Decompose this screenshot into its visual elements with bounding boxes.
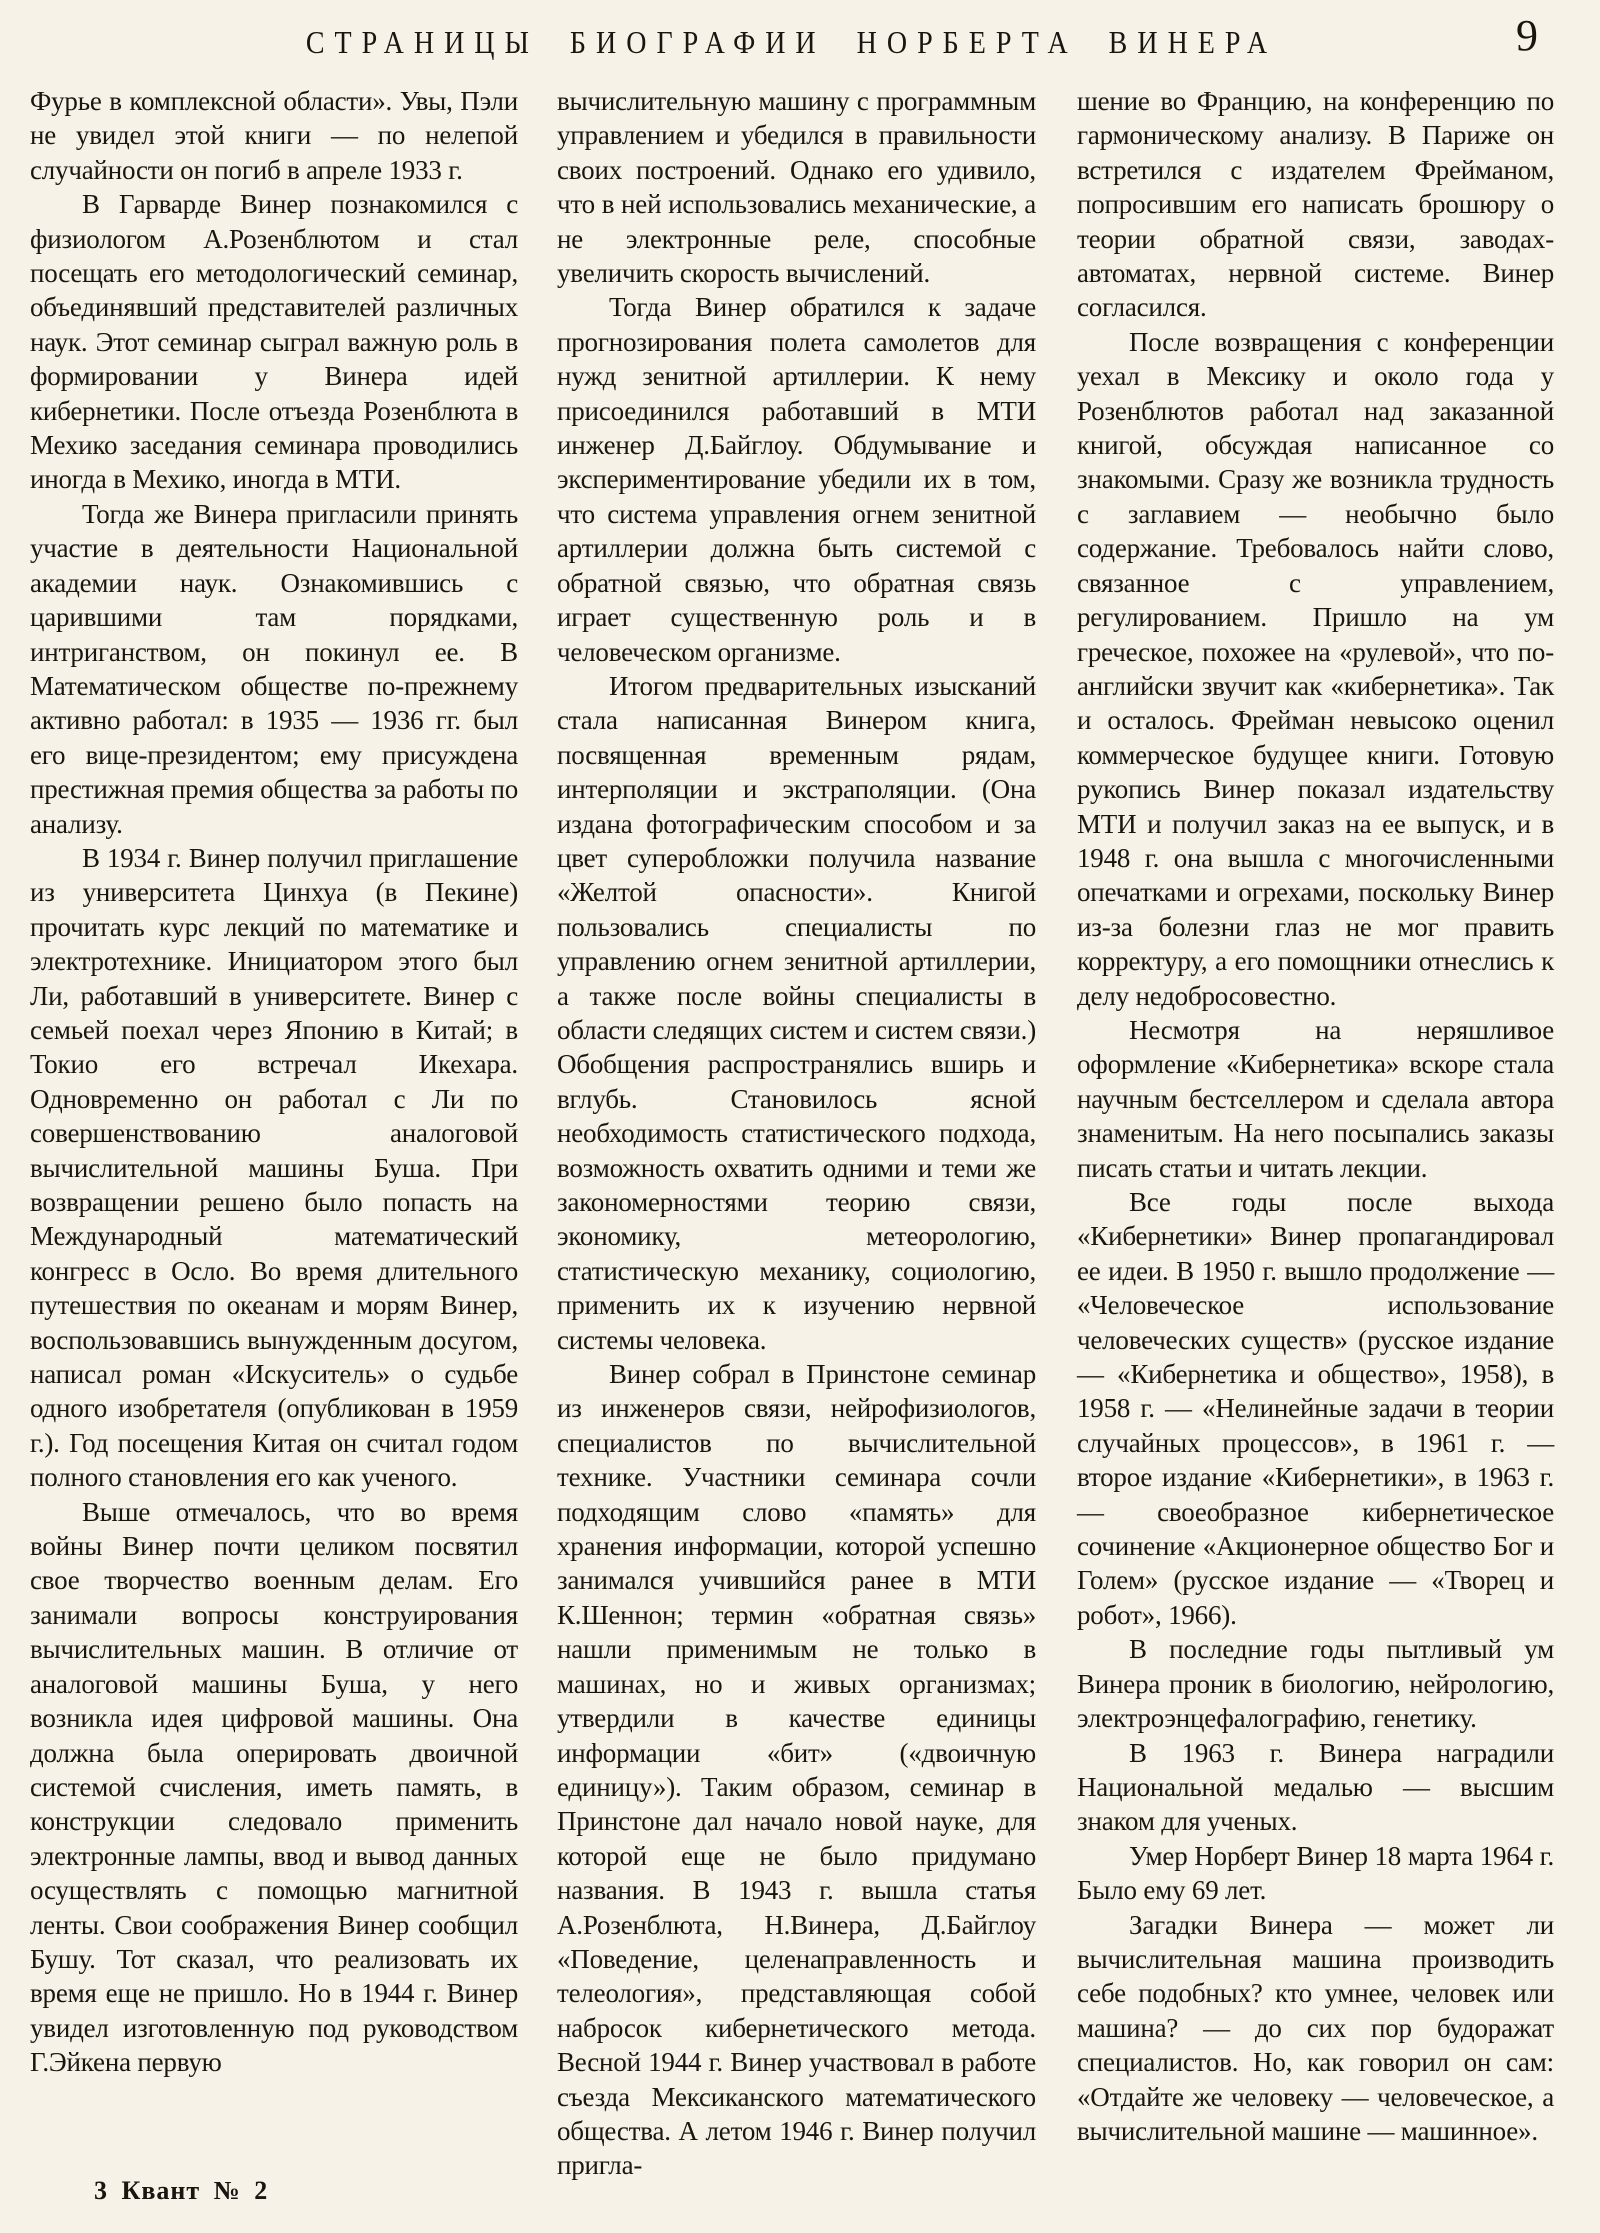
paragraph: Тогда Винер обратился к задаче прогнозирования полета самолетов для нужд зенитной артиллерии. К нему присоединился работавший в МТИ инженер Д.Байглоу. Обдумывание и экспериментирование убедили их в том, что система управления огнем зенитной артиллерии должна быть системой с обратной связью, что обратная связь играет существенную роль и в человеческом организме. <box>557 292 1036 667</box>
paragraph: Тогда же Винера пригласили принять участие в деятельности Национальной академии наук. Ознакомившись с царившими там порядками, интриганством, он покинул ее. В Математическом обществе по-прежнему активно работал: в 1935 — 1936 гг. был его вице-президентом; ему присуждена престижная премия общества за работы по анализу. <box>30 498 518 839</box>
text-column-1 <box>30 84 518 2080</box>
paragraph: Фурье в комплексной области». Увы, Пэли не увидел этой книги — по нелепой случайности он погиб в апреле 1933 г. <box>30 86 518 185</box>
text-column-3 <box>1077 84 1554 2148</box>
paragraph: Умер Норберт Винер 18 марта 1964 г. Было ему 69 лет. <box>1077 1840 1554 1906</box>
printers-signature-mark: 3 Квант № 2 <box>94 2176 269 2205</box>
paragraph: В 1934 г. Винер получил приглашение из университета Цинхуа (в Пекине) прочитать курс лекций по математике и электротехнике. Инициатором этого был Ли, работавший в университете. Винер с семьей поехал через Японию в Китай; в Токио его встречал Икехара. Одновременно он работал с Ли по совершенствованию аналоговой вычислительной машины Буша. При возвращении решено было попасть на Международный математический конгресс в Осло. Во время длительного путешествия по океанам и морям Винер, воспользовавшись вынужденным досугом, написал роман «Искуситель» о судьбе одного изобретателя (опубликован в 1959 г.). Год посещения Китая он считал годом полного становления его как ученого. <box>30 842 518 1493</box>
paragraph: шение во Францию, на конференцию по гармоническому анализу. В Париже он встретился с издателем Фрейманом, попросившим его написать брошюру о теории обратной связи, заводах-автоматах, нервной системе. Винер согласился. <box>1077 86 1554 323</box>
paragraph: В 1963 г. Винера наградили Национальной медалью — высшим знаком для ученых. <box>1077 1737 1554 1837</box>
paragraph: В последние годы пытливый ум Винера проник в биологию, нейрологию, электроэнцефалографию, генетику. <box>1077 1634 1554 1734</box>
paragraph: Выше отмечалось, что во время войны Винер почти целиком посвятил свое творчество военным делам. Его занимали вопросы конструирования вычислительных машин. В отличие от аналоговой машины Буша, у него возникла идея цифровой машины. Она должна была оперировать двоичной системой счисления, иметь память, в конструкции следовало применить электронные лампы, ввод и вывод данных осуществлять с помощью магнитной ленты. Свои соображения Винер сообщил Бушу. Тот сказал, что реализовать их время еще не пришло. Но в 1944 г. Винер увидел изготовленную под руководством Г.Эйкена первую <box>30 1496 518 2078</box>
paragraph: В Гарварде Винер познакомился с физиологом А.Розенблютом и стал посещать его методологический семинар, объединявший представителей различных наук. Этот семинар сыграл важную роль в формировании у Винера идей кибернетики. После отъезда Розенблюта в Мехико заседания семинара проводились иногда в Мехико, иногда в МТИ. <box>30 189 518 495</box>
paragraph: Винер собрал в Принстоне семинар из инженеров связи, нейрофизиологов, специалистов по вычислительной технике. Участники семинара сочли подходящим слово «память» для хранения информации, которой успешно занимался учившийся ранее в МТИ К.Шеннон; термин «обратная связь» нашли применимым не только в машинах, но и живых организмах; утвердили в качестве единицы информации «бит» («двоичную единицу»). Таким образом, семинар в Принстоне дал начало новой науке, для которой еще не было придумано названия. В 1943 г. вышла статья А.Розенблюта, Н.Винера, Д.Байглоу «Поведение, целенаправленность и телеология», представляющая собой набросок кибернетического метода. Весной 1944 г. Винер участвовал в работе съезда Мексиканского математического общества. А летом 1946 г. Винер получил пригла- <box>557 1359 1036 2181</box>
text-column-2 <box>557 84 1036 2183</box>
paragraph: Итогом предварительных изысканий стала написанная Винером книга, посвященная временным рядам, интерполяции и экстраполяции. (Она издана фотографическим способом и за цвет суперобложки получила название «Желтой опасности». Книгой пользовались специалисты по управлению огнем зенитной артиллерии, а также после войны специалисты в области следящих систем и систем связи.) Обобщения распространялись вширь и вглубь. Становилось ясной необходимость статистического подхода, возможность охватить одними и теми же закономерностями теорию связи, экономику, метеорологию, статистическую механику, социологию, применить их к изучению нервной системы человека. <box>557 670 1036 1355</box>
paragraph: Все годы после выхода «Кибернетики» Винер пропагандировал ее идеи. В 1950 г. вышло продолжение — «Человеческое использование человеческих существ» (русское издание — «Кибернетика и общество», 1958), в 1958 г. — «Нелинейные задачи в теории случайных процессов», в 1961 г. — второе издание «Кибернетики», в 1963 г. — своеобразное кибернетическое сочинение «Акционерное общество Бог и Голем» (русское издание — «Творец и робот», 1966). <box>1077 1187 1554 1630</box>
paragraph: Загадки Винера — может ли вычислительная машина производить себе подобных? кто умнее, человек или машина? — до сих пор будоражат специалистов. Но, как говорил он сам: «Отдайте же человеку — человеческое, а вычислительной машине — машинное». <box>1077 1909 1554 2146</box>
page-number: 9 <box>1516 11 1538 60</box>
page-header-title: СТРАНИЦЫ БИОГРАФИИ НОРБЕРТА ВИНЕРА <box>305 26 1278 61</box>
paragraph: вычислительную машину с программным управлением и убедился в правильности своих построений. Однако его удивило, что в ней использовались механические, а не электронные реле, способные увеличить скорость вычислений. <box>557 86 1036 289</box>
paragraph: Несмотря на неряшливое оформление «Кибернетика» вскоре стала научным бестселлером и сделала автора знаменитым. На него посыпались заказы писать статьи и читать лекции. <box>1077 1014 1554 1183</box>
paragraph: После возвращения с конференции уехал в Мексику и около года у Розенблютов работал над заказанной книгой, обсуждая написанное со знакомыми. Сразу же возникла трудность с заглавием — необычно было содержание. Требовалось найти слово, связанное с управлением, регулированием. Пришло на ум греческое, похожее на «рулевой», что по-английски звучит как «кибернетика». Так и осталось. Фрейман невысоко оценил коммерческое будущее книги. Готовую рукопись Винер показал издательству МТИ и получил заказ на ее выпуск, и в 1948 г. она вышла с многочисленными опечатками и огрехами, поскольку Винер из-за болезни глаз не мог править корректуру, а его помощники отнеслись к делу недобросовестно. <box>1077 326 1554 1011</box>
